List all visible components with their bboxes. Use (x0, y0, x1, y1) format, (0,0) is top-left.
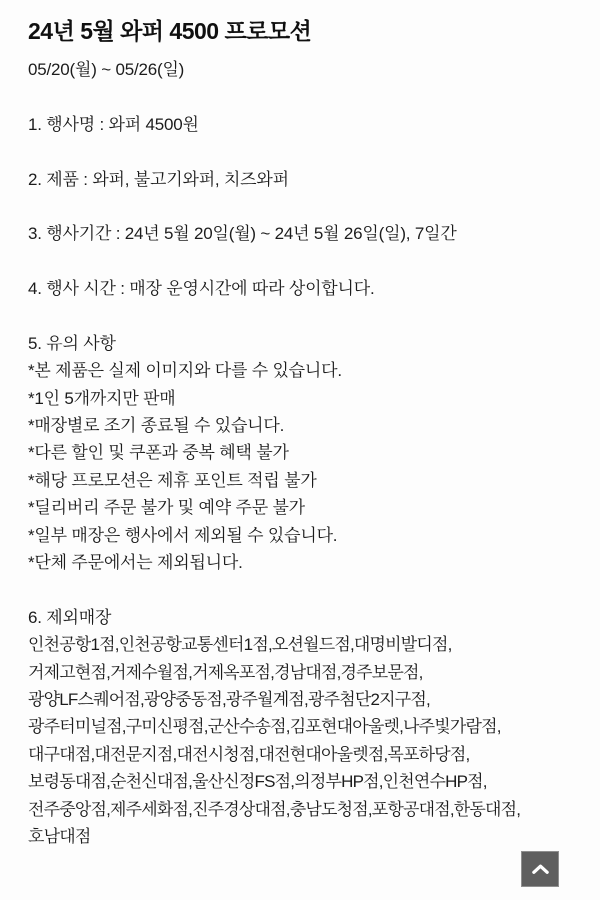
excluded-stores-line: 인천공항1점,인천공항교통센터1점,오션월드점,대명비발디점, (28, 635, 452, 655)
note-line: *딜리버리 주문 불가 및 예약 주문 불가 (28, 498, 305, 518)
note-line: *매장별로 조기 종료될 수 있습니다. (28, 416, 285, 436)
notes-heading: 5. 유의 사항 (28, 333, 116, 353)
note-line: *단체 주문에서는 제외됩니다. (28, 553, 243, 573)
excluded-stores-line: 호남대점 (28, 826, 91, 846)
scroll-to-top-button[interactable] (521, 851, 559, 887)
note-line: *일부 매장은 행사에서 제외될 수 있습니다. (28, 525, 338, 545)
excluded-stores-line: 보령동대점,순천신대점,울산신정FS점,의정부HP점,인천연수HP점, (28, 772, 487, 792)
chevron-up-icon (531, 863, 550, 875)
excluded-stores-line: 거제고현점,거제수월점,거제옥포점,경남대점,경주보문점, (28, 662, 423, 682)
excluded-stores-line: 전주중앙점,제주세화점,진주경상대점,충남도청점,포항공대점,한동대점, (28, 799, 521, 819)
item-products: 2. 제품 : 와퍼, 불고기와퍼, 치즈와퍼 (28, 169, 289, 189)
excluded-stores-line: 광양LF스퀘어점,광양중동점,광주월계점,광주첨단2지구점, (28, 689, 430, 709)
item-event-name: 1. 행사명 : 와퍼 4500원 (28, 114, 199, 134)
note-line: *본 제품은 실제 이미지와 다를 수 있습니다. (28, 361, 342, 381)
excluded-stores-line: 대구대점,대전문지점,대전시청점,대전현대아울렛점,목포하당점, (28, 744, 470, 764)
date-range: 05/20(월) ~ 05/26(일) (28, 60, 185, 79)
note-line: *다른 할인 및 쿠폰과 중복 혜택 불가 (28, 443, 289, 463)
item-event-period: 3. 행사기간 : 24년 5월 20일(월) ~ 24년 5월 26일(일), 7일간 (28, 224, 457, 244)
excluded-stores-heading: 6. 제외매장 (28, 607, 112, 627)
note-line: *해당 프로모션은 제휴 포인트 적립 불가 (28, 470, 317, 490)
item-event-hours: 4. 행사 시간 : 매장 운영시간에 따라 상이합니다. (28, 279, 375, 299)
note-line: *1인 5개까지만 판매 (28, 388, 176, 408)
page-title: 24년 5월 와퍼 4500 프로모션 (28, 18, 312, 44)
excluded-stores-line: 광주터미널점,구미신평점,군산수송점,김포현대아울렛,나주빛가람점, (28, 717, 501, 737)
